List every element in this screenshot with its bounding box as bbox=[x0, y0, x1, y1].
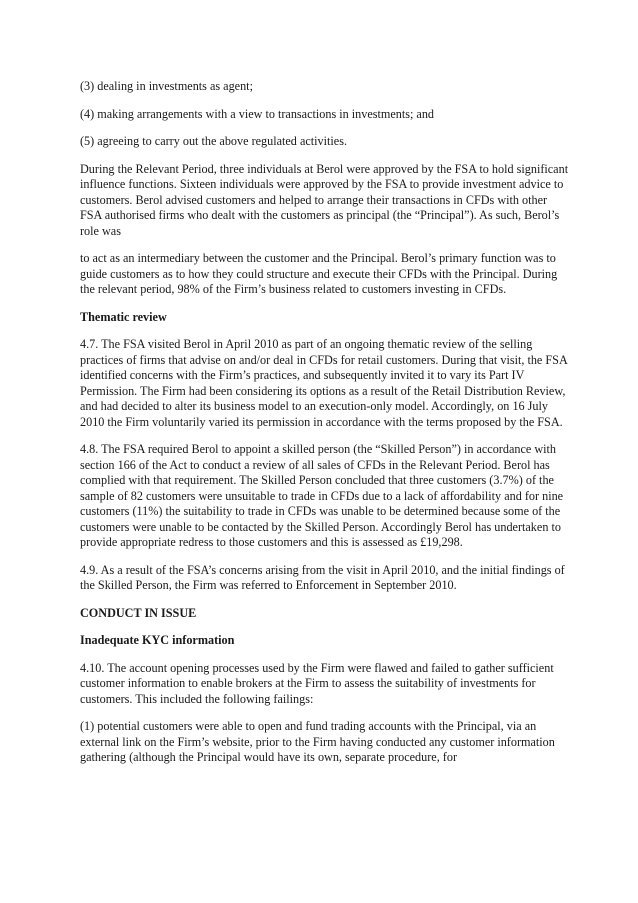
heading-thematic-review: Thematic review bbox=[80, 309, 167, 324]
heading-inadequate-kyc: Inadequate KYC information bbox=[80, 633, 235, 647]
paragraph-4-10: 4.10. The account opening processes used by the Firm were flawed and failed to gather sufficient customer information to enable brokers at the Firm to assess the suitability of investments for customers. This included the following failings: bbox=[80, 660, 554, 706]
paragraph-3-dealing: (3) dealing in investments as agent; bbox=[80, 79, 253, 93]
paragraph-4-7: 4.7. The FSA visited Berol in April 2010 as part of an ongoing thematic review of the selling practices of firms that advise on and/or deal in CFDs for retail customers. During that visit, the FSA identified concerns with the Firm’s practices, and subsequently invited it to vary its Part IV Permission. The Firm had been considering its options as a result of the Retail Distribution Review, and had decided to alter its business model to an execution-only model. Accordingly, on 16 July 2010 the Firm voluntarily varied its permission in accordance with the terms proposed by the FSA. bbox=[80, 337, 568, 429]
paragraph-intermediary-role: to act as an intermediary between the customer and the Principal. Berol’s primary function was to guide customers as to how they could structure and execute their CFDs with the Principal. During the relevant period, 98% of the Firm’s business related to customers investing in CFDs. bbox=[80, 251, 558, 296]
paragraph-4-arrangements: (4) making arrangements with a view to transactions in investments; and bbox=[80, 106, 435, 121]
paragraph-4-9: 4.9. As a result of the FSA’s concerns arising from the visit in April 2010, and the initial findings of the Skilled Person, the Firm was referred to Enforcement in September 2010. bbox=[80, 562, 565, 592]
paragraph-4-8: 4.8. The FSA required Berol to appoint a skilled person (the “Skilled Person”) in accordance with section 166 of the Act to conduct a review of all sales of CFDs in the Relevant Period. Berol has complied with that requirement. The Skilled Person concluded that three customers (3.7%) of the sample of 82 customers were unsuitable to trade in CFDs due to a lack of affordability and for nine customers (11%) the suitability to trade in CFDs was unable to be determined because some of the customers were unable to be contacted by the Skilled Person. Accordingly Berol has undertaken to provide appropriate redress to those customers and this is assessed as £19,298. bbox=[80, 442, 564, 549]
paragraph-failing-1: (1) potential customers were able to open and fund trading accounts with the Principal, via an external link on the Firm’s website, prior to the Firm having conducted any customer information gathering (although the Principal would have its own, separate procedure, for bbox=[80, 719, 555, 764]
document-page bbox=[80, 79, 570, 778]
heading-conduct-in-issue: CONDUCT IN ISSUE bbox=[80, 605, 197, 620]
paragraph-relevant-period: During the Relevant Period, three individuals at Berol were approved by the FSA to hold significant influence functions. Sixteen individuals were approved by the FSA to provide investment advice to customers. Berol advised customers and helped to arrange their transactions in CFDs with other FSA authorised firms who dealt with the customers as principal (the “Principal”). As such, Berol’s role was bbox=[80, 161, 569, 238]
paragraph-5-agreeing: (5) agreeing to carry out the above regulated activities. bbox=[80, 134, 347, 148]
